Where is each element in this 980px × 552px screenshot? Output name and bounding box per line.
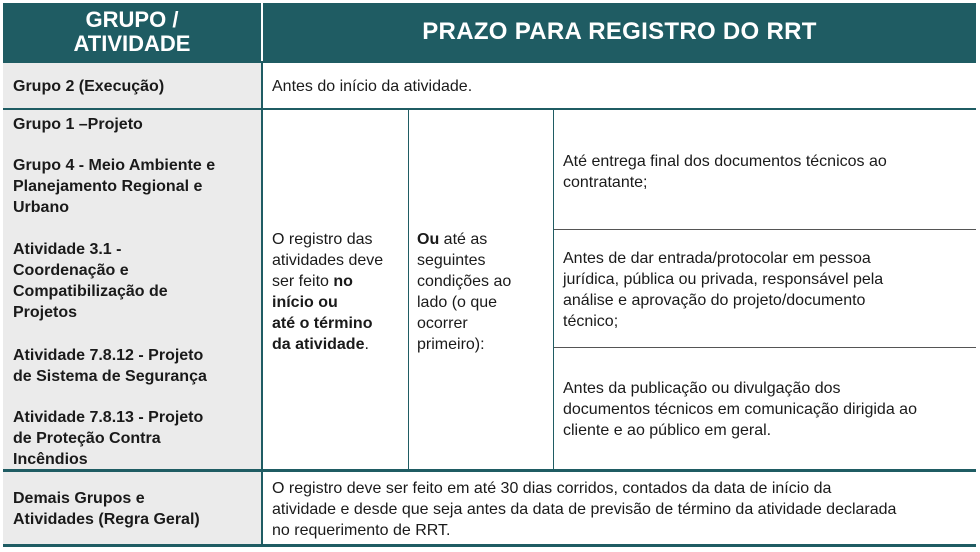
divider-left <box>261 63 263 544</box>
activity-7-8-12: Atividade 7.8.12 - Projeto de Sistema de Segurança <box>13 347 207 385</box>
row1-deadline-text: Antes do início da atividade. <box>272 78 473 95</box>
rule-under-header <box>3 61 976 63</box>
or-conditions-text: Ou até as seguintes condições ao lado (o que ocorrer primeiro): <box>417 231 512 353</box>
rule-table-bottom <box>3 544 976 547</box>
group-4-meio-ambiente: Grupo 4 - Meio Ambiente e Planejamento Regional e Urbano <box>13 157 216 216</box>
registration-rule-text: O registro das atividades deve ser feito no início ou até o término da atividade. <box>272 231 384 353</box>
activity-7-8-13: Atividade 7.8.13 - Projeto de Proteção Contra Incêndios <box>13 409 204 468</box>
header-group-activity <box>3 3 261 61</box>
condition-3: Antes da publicação ou divulgação dos documentos técnicos em comunicação dirigida ao cliente e ao público em geral. <box>563 380 917 439</box>
activity-3-1: Atividade 3.1 - Coordenação e Compatibilização de Projetos <box>13 241 168 321</box>
row3-group-label: Demais Grupos e Atividades (Regra Geral) <box>13 490 200 528</box>
condition-1: Até entrega final dos documentos técnicos ao contratante; <box>563 153 887 191</box>
header-col1-line1: GRUPO / <box>85 7 179 32</box>
condition-2: Antes de dar entrada/protocolar em pessoa jurídica, pública ou privada, responsável pela análise e aprovação do projeto/documento técnico; <box>563 250 884 330</box>
header-deadline: PRAZO PARA REGISTRO DO RRT <box>263 3 976 61</box>
condition-separator-1 <box>554 229 976 230</box>
row3-deadline-text: O registro deve ser feito em até 30 dias corridos, contados da data de início da atividade e desde que seja antes da data de previsão de término da atividade declarada no requerimento de RRT. <box>272 480 897 539</box>
rule-row1-bottom <box>3 108 976 110</box>
group-1-projeto: Grupo 1 –Projeto <box>13 116 143 133</box>
header-col1-line2: ATIVIDADE <box>73 31 191 56</box>
divider-rule-or <box>408 110 409 469</box>
row1-group-label: Grupo 2 (Execução) <box>13 78 165 95</box>
divider-or-conditions <box>553 110 554 469</box>
condition-separator-2 <box>554 347 976 348</box>
